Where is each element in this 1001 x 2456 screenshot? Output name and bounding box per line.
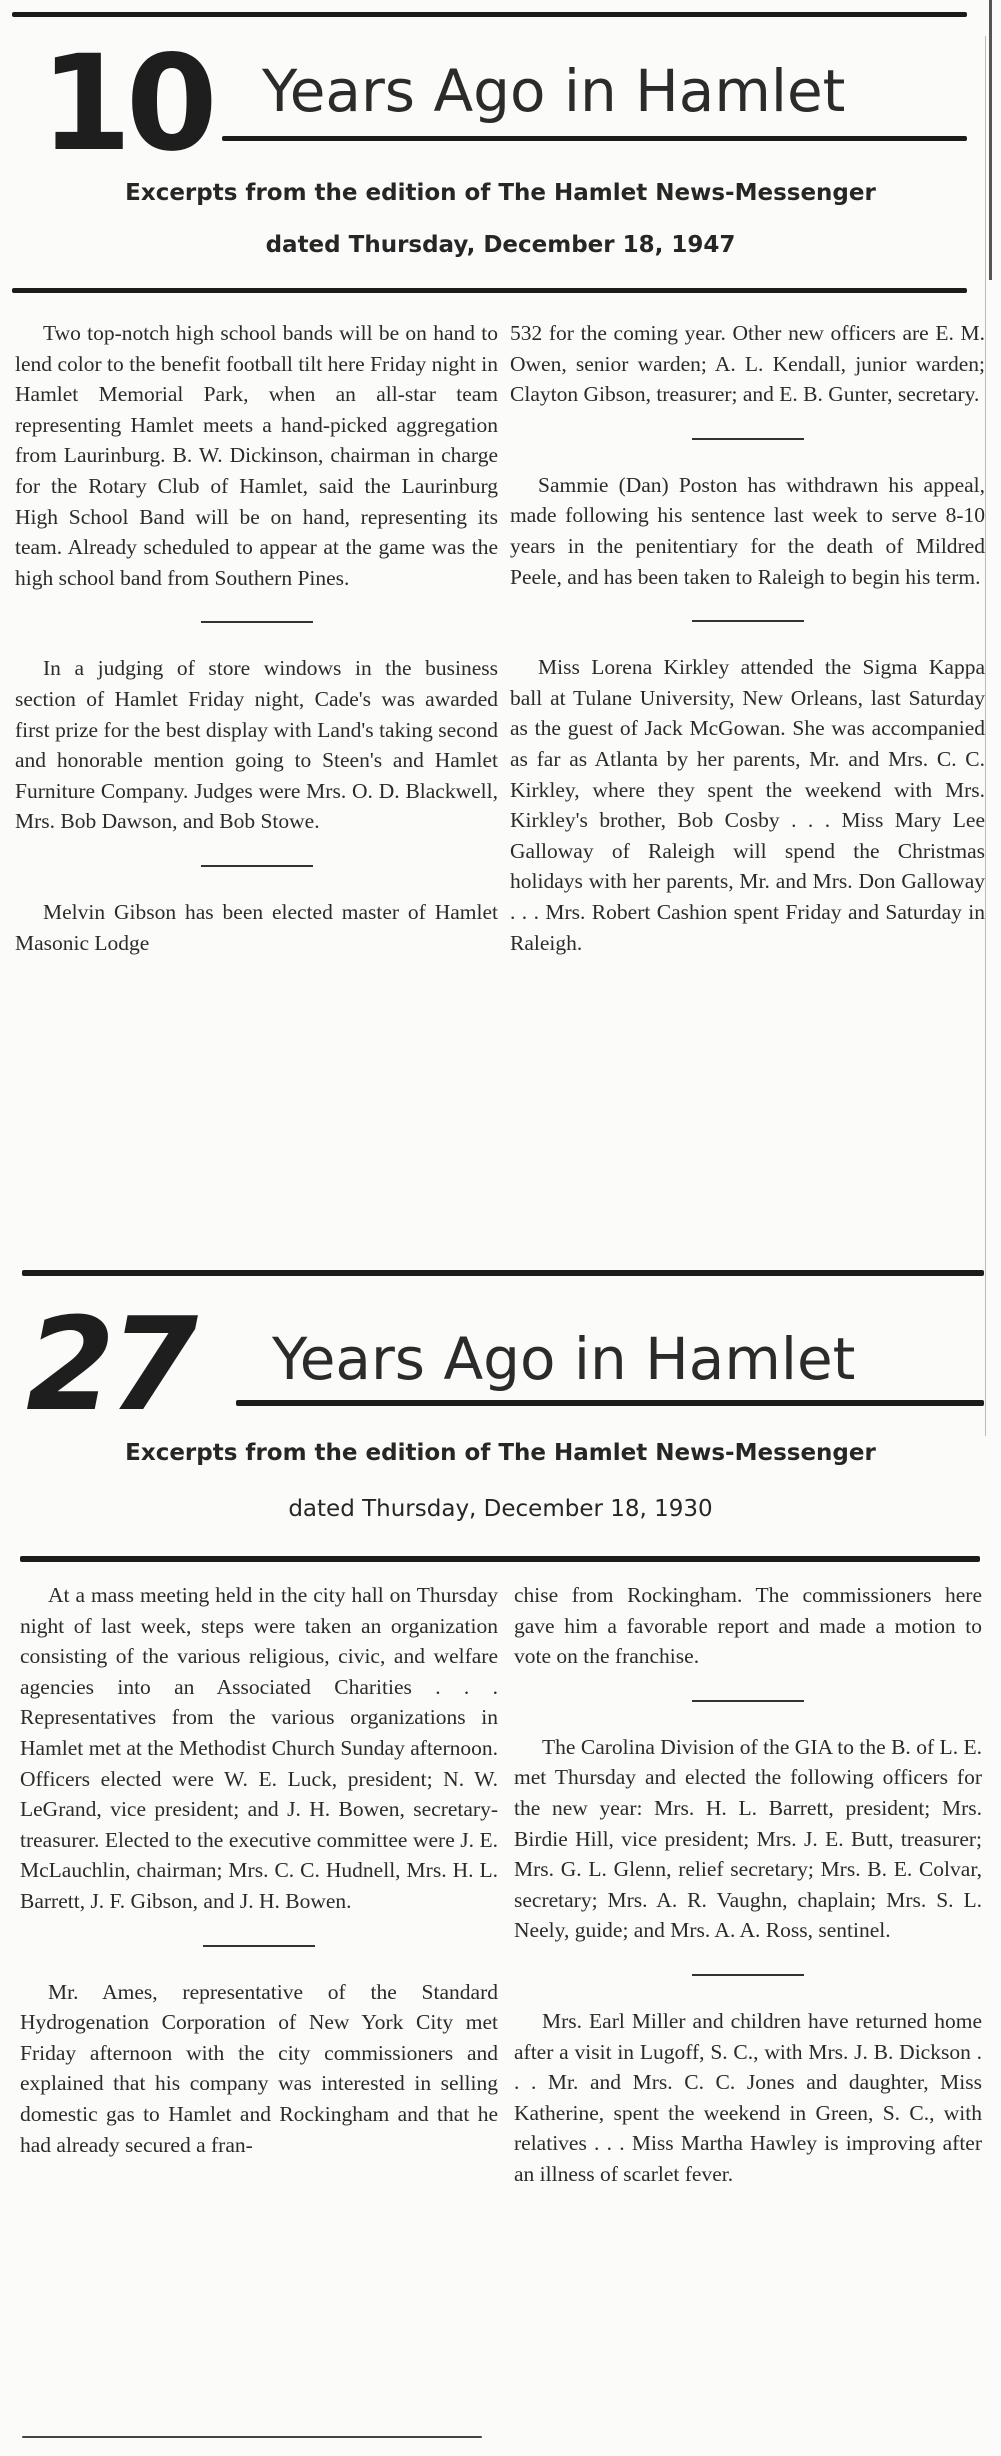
- edition-dateline: dated Thursday, December 18, 1947: [265, 232, 736, 258]
- right-column: [510, 318, 985, 958]
- article-masonic-lodge-continued: 532 for the coming year. Other new officers are E. M. Owen, senior warden; A. L. Kendall, junior warden; Clayton Gibson, treasurer; and E. B. Gunter, secretary.: [510, 321, 985, 407]
- article-gas-franchise-continued: chise from Rockingham. The commissioners here gave him a favorable report and made a motion to vote on the franchise.: [514, 1583, 982, 1669]
- article-gia-officers: The Carolina Division of the GIA to the B. of L. E. met Thursday and elected the following officers for the new year: Mrs. H. L. Barrett, president; Mrs. Birdie Hill, vice president; Mrs. J. E. Butt, treasurer; Mrs. G. L. Glenn, relief secretary; Mrs. B. E. Colvar, secretary; Mrs. A. R. Vaughn, chaplain; Mrs. S. L. Neely, guide; and Mrs. A. A. Ross, sentinel.: [514, 1734, 982, 1943]
- article-separator: [692, 1974, 804, 1976]
- article-separator: [692, 438, 804, 440]
- article-separator: [692, 620, 804, 622]
- article-separator: [692, 1700, 804, 1702]
- excerpt-subtitle: Excerpts from the edition of The Hamlet News-Messenger: [125, 1440, 876, 1466]
- years-number: 27: [26, 1291, 193, 1440]
- top-rule: [22, 1270, 984, 1276]
- left-column: [20, 1580, 498, 2160]
- article-football-bands: Two top-notch high school bands will be on hand to lend color to the benefit football tilt here Friday night in Hamlet Memorial Park, when an all-star team representing Hamlet meets a hand-picked aggregation from Laurinburg. B. W. Dickinson, chairman in charge for the Rotary Club of Hamlet, said the Laurinburg High School Band will be on hand, representing its team. Already scheduled to appear at the game was the high school band from Southern Pines.: [15, 321, 498, 590]
- article-separator: [201, 621, 313, 623]
- article-store-windows: In a judging of store windows in the business section of Hamlet Friday night, Cade's was awarded first prize for the best display with Land's taking second and honorable mention going to Steen's and Hamlet Furniture Company. Judges were Mrs. O. D. Blackwell, Mrs. Bob Dawson, and Bob Stowe.: [15, 656, 498, 834]
- article-hydrogenation-gas: Mr. Ames, representative of the Standard Hydrogenation Corporation of New York City met Friday afternoon with the city commissioners and explained that his company was interested in selling domestic gas to Hamlet and Rockingham and that he had already secured a fran-: [20, 1979, 498, 2157]
- article-separator: [201, 865, 313, 867]
- years-number: 10: [40, 27, 212, 181]
- excerpt-subtitle: Excerpts from the edition of The Hamlet News-Messenger: [125, 180, 876, 206]
- section-27-years-ago: [0, 1250, 1001, 2456]
- section-heading: Years Ago in Hamlet: [262, 57, 846, 125]
- section-heading: Years Ago in Hamlet: [272, 1325, 856, 1393]
- heading-underline: [222, 136, 967, 141]
- right-column: [514, 1580, 982, 2190]
- article-associated-charities: At a mass meeting held in the city hall on Thursday night of last week, steps were taken an organization consisting of the various religious, civic, and welfare agencies into an Associated Charities . . . Representatives from the various organizations in Hamlet met at the Methodist Church Sunday afternoon. Officers elected were W. E. Luck, president; N. W. LeGrand, vice president; and J. H. Bowen, secretary-treasurer. Elected to the executive committee were J. E. McLauchlin, chairman; Mrs. C. C. Hudnell, Mrs. H. L. Barrett, J. F. Gibson, and J. H. Bowen.: [20, 1583, 498, 1913]
- top-rule: [12, 12, 967, 17]
- left-column: [15, 318, 498, 958]
- article-social-notes: Mrs. Earl Miller and children have returned home after a visit in Lugoff, S. C., with Mrs. J. B. Dickson . . . Mr. and Mrs. C. C. Jones and daughter, Miss Katherine, spent the weekend in Green, S. C., with relatives . . . Miss Martha Hawley is improving after an illness of scarlet fever.: [514, 2008, 982, 2186]
- bottom-rule: [22, 2436, 482, 2438]
- article-separator: [203, 1945, 315, 1947]
- header-bottom-rule: [12, 288, 967, 293]
- heading-underline: [236, 1400, 984, 1406]
- article-masonic-lodge: Melvin Gibson has been elected master of Hamlet Masonic Lodge: [15, 899, 498, 955]
- header-bottom-rule: [20, 1556, 980, 1562]
- article-poston-appeal: Sammie (Dan) Poston has withdrawn his appeal, made following his sentence last week to serve 8-10 years in the penitentiary for the death of Mildred Peele, and has been taken to Raleigh to begin his term.: [510, 472, 985, 589]
- article-social-notes: Miss Lorena Kirkley attended the Sigma Kappa ball at Tulane University, New Orleans, last Saturday as the guest of Jack McGowan. She was accompanied as far as Atlanta by her parents, Mr. and Mrs. C. C. Kirkley, where they spent the weekend with Mrs. Kirkley's brother, Bob Cosby . . . Miss Mary Lee Galloway of Raleigh will spend the Christmas holidays with her parents, Mr. and Mrs. Don Galloway . . . Mrs. Robert Cashion spent Friday and Saturday in Raleigh.: [510, 655, 985, 955]
- edition-dateline: dated Thursday, December 18, 1930: [288, 1496, 713, 1522]
